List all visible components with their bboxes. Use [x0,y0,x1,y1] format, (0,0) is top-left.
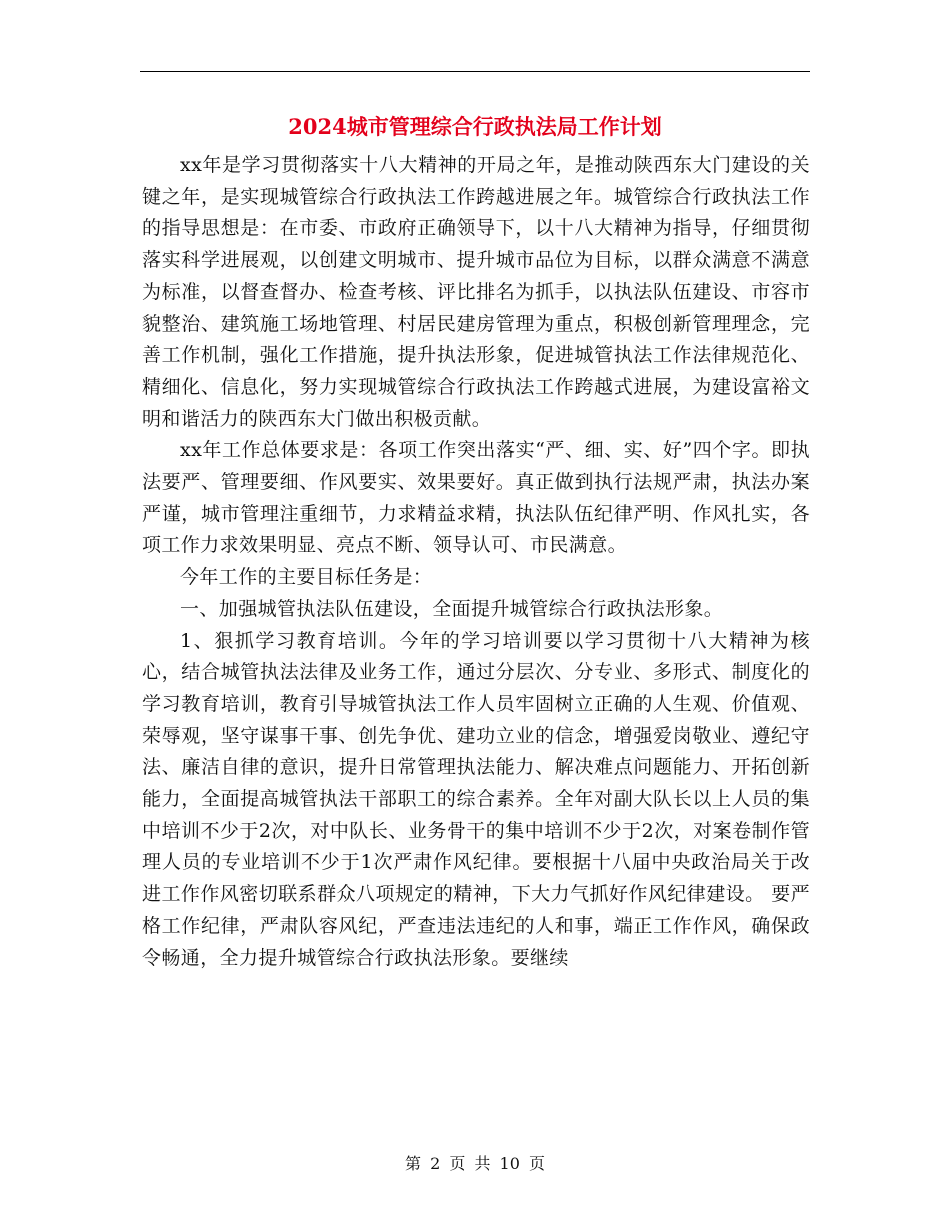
paragraph-main-goals-intro: 今年工作的主要目标任务是： [180,566,433,589]
paragraph-overall-requirements: xx年工作总体要求是：各项工作突出落实“严、细、实、好”四个字。即执法要严、管理要细、作风要实、效果要好。真正做到执行法规严肃，执法办案严谨，城市管理注重细节，力求精益求精，执法队伍纪律严明、作风扎实，各项工作力求效果明显、亮点不断、领导认可、市民满意。 [142,439,810,557]
document-body [142,150,810,974]
document-title: 2024城市管理综合行政执法局工作计划 [288,114,662,139]
section-heading-1: 一、加强城管执法队伍建设，全面提升城管综合行政执法形象。 [180,597,724,620]
paragraph-guiding-ideology: xx年是学习贯彻落实十八大精神的开局之年，是推动陕西东大门建设的关键之年，是实现城管综合行政执法工作跨越进展之年。城管综合行政执法工作的指导思想是：在市委、市政府正确领导下，以十八大精神为指导，仔细贯彻落实科学进展观，以创建文明城市、提升城市品位为目标，以群众满意不满意为标准，以督查督办、检查考核、评比排名为抓手，以执法队伍建设、市容市貌整治、建筑施工场地管理、村居民建房管理为重点，积极创新管理理念，完善工作机制，强化工作措施，提升执法形象，促进城管执法工作法律规范化、精细化、信息化，努力实现城管综合行政执法工作跨越式进展，为建设富裕文明和谐活力的陕西东大门做出积极贡献。 [142,154,810,430]
header-rule [140,71,810,72]
page-number: 第 2 页 共 10 页 [405,1154,545,1173]
paragraph-item-1: 1、狠抓学习教育培训。今年的学习培训要以学习贯彻十八大精神为核心，结合城管执法法律及业务工作，通过分层次、分专业、多形式、制度化的学习教育培训，教育引导城管执法工作人员牢固树立正确的人生观、价值观、荣辱观，坚守谋事干事、创先争优、建功立业的信念，增强爱岗敬业、遵纪守法、廉洁自律的意识，提升日常管理执法能力、解决难点问题能力、开拓创新能力，全面提高城管执法干部职工的综合素养。全年对副大队长以上人员的集中培训不少于2次，对中队长、业务骨干的集中培训不少于2次，对案卷制作管理人员的专业培训不少于1次严肃作风纪律。要根据十八届中央政治局关于改进工作作风密切联系群众八项规定的精神，下大力气抓好作风纪律建设。 要严格工作纪律，严肃队容风纪，严查违法违纪的人和事，端正工作作风，确保政令畅通，全力提升城管综合行政执法形象。要继续 [142,629,810,969]
